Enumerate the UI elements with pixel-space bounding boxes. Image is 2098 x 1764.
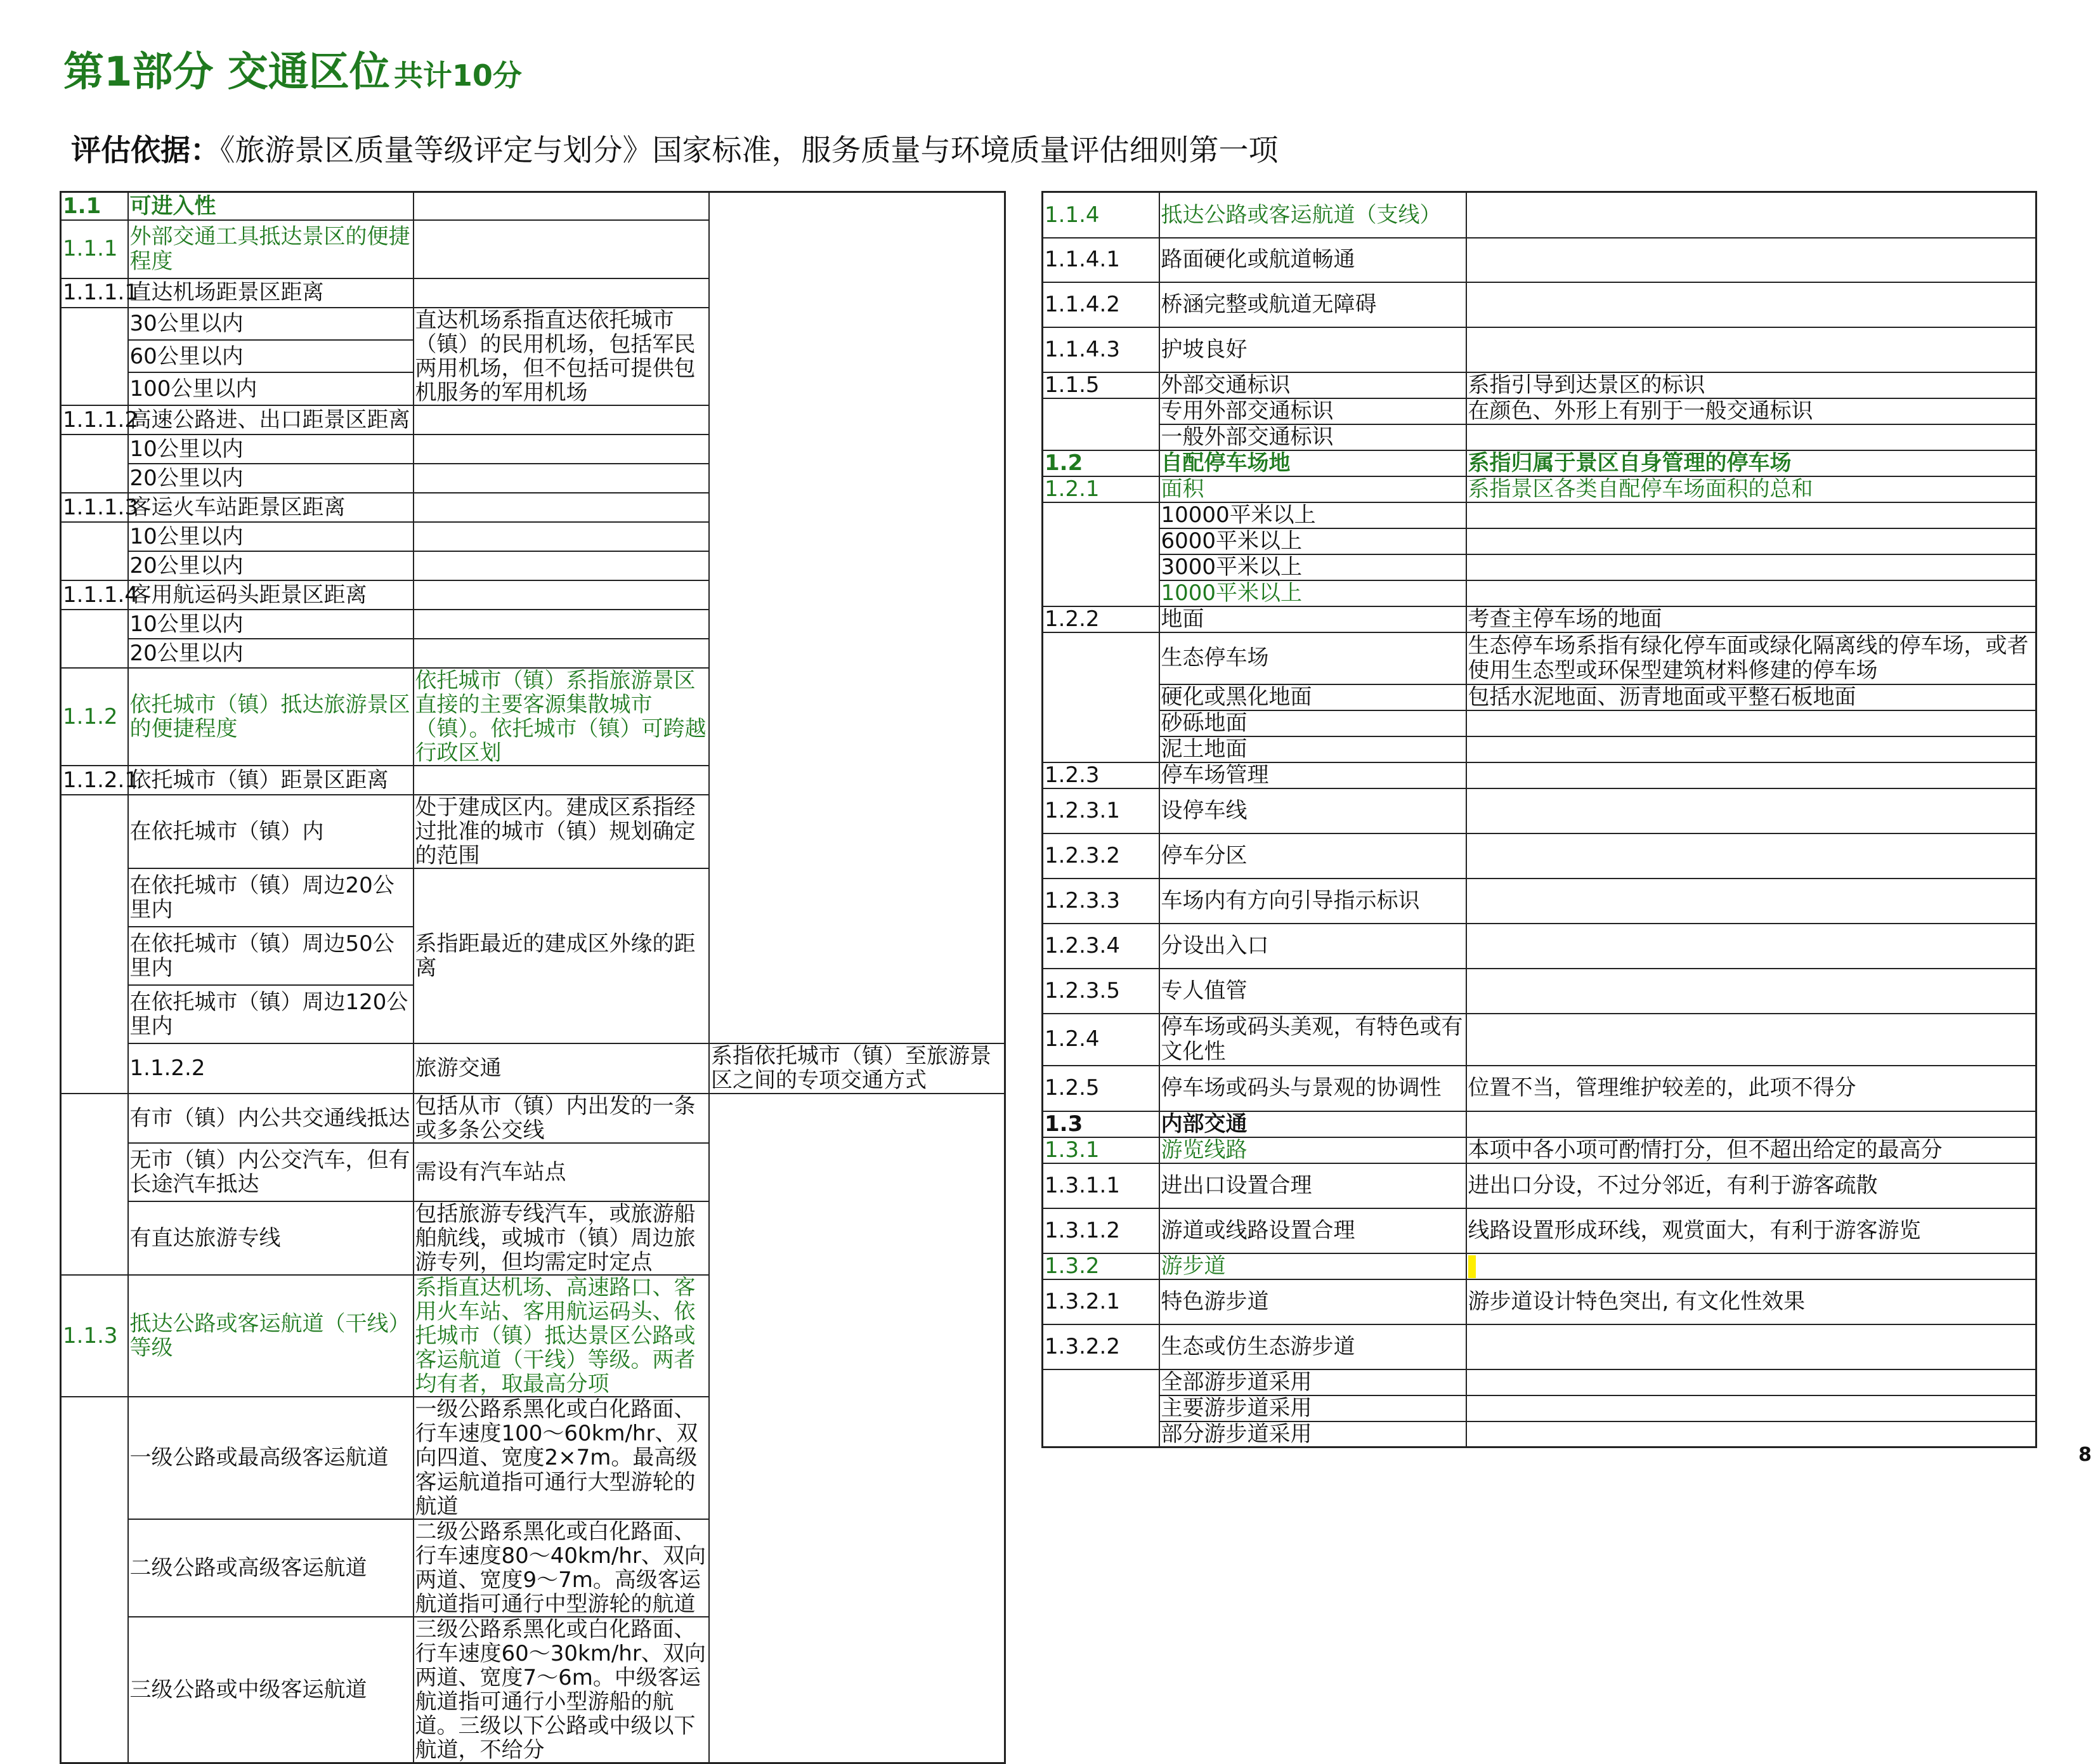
code-cell: 1.1.2.1 [61, 766, 128, 795]
item-cell: 地面 [1159, 606, 1466, 632]
table-row [1043, 1137, 2036, 1163]
item-cell: 20公里以内 [128, 551, 414, 580]
item-cell: 游道或线路设置合理 [1159, 1208, 1466, 1253]
table-row [1043, 450, 2036, 476]
code-cell: 1.2 [1043, 450, 1159, 476]
table-row [1043, 282, 2036, 327]
note-cell [1466, 502, 2036, 528]
note-cell: 本项中各小项可酌情打分，但不超出给定的最高分 [1466, 1137, 2036, 1163]
note-cell [1466, 192, 2036, 238]
item-cell: 部分游步道采用 [1159, 1421, 1466, 1447]
note-cell [1466, 1421, 2036, 1447]
note-cell [1466, 1111, 2036, 1137]
note-cell [414, 192, 710, 220]
note-cell [414, 610, 710, 639]
item-cell: 停车场或码头与景观的协调性 [1159, 1066, 1466, 1111]
table-row [1043, 238, 2036, 282]
note-cell: 系指归属于景区自身管理的停车场 [1466, 450, 2036, 476]
table-row [1043, 736, 2036, 762]
note-cell [1466, 554, 2036, 580]
item-cell: 抵达公路或客运航道（支线） [1159, 192, 1466, 238]
table-row [61, 1617, 1005, 1763]
item-cell: 三级公路或中级客运航道 [128, 1617, 414, 1763]
code-cell: 1.1.1.4 [61, 580, 128, 610]
item-cell: 分设出入口 [1159, 924, 1466, 969]
code-cell: 1.2.3.2 [1043, 833, 1159, 879]
note-cell [1466, 580, 2036, 606]
table-row [1043, 632, 2036, 684]
code-cell: 1.2.3.5 [1043, 969, 1159, 1014]
item-cell: 路面硬化或航道畅通 [1159, 238, 1466, 282]
table-row [1043, 762, 2036, 788]
note-cell: 系指依托城市（镇）至旅游景区之间的专项交通方式 [709, 1043, 1005, 1093]
note-cell [1466, 528, 2036, 554]
code-cell: 1.3.1 [1043, 1137, 1159, 1163]
note-cell [1466, 1324, 2036, 1369]
table-row [61, 668, 1005, 766]
code-cell: 1.2.5 [1043, 1066, 1159, 1111]
page-title [63, 39, 522, 98]
code-cell: 1.1.1.1 [61, 278, 128, 308]
page-number: 8 [2078, 1444, 2092, 1466]
table-row [1043, 1066, 2036, 1111]
table-row [61, 868, 1005, 927]
code-cell: 1.1.2.2 [128, 1043, 414, 1093]
table-row [1043, 1163, 2036, 1208]
item-cell: 进出口设置合理 [1159, 1163, 1466, 1208]
table-row [1043, 554, 2036, 580]
item-cell: 游步道 [1159, 1253, 1466, 1279]
code-cell [61, 434, 128, 493]
table-row [61, 220, 1005, 278]
note-cell: 三级公路系黑化或白化路面、行车速度60～30km/hr、双向两道、宽度7～6m。中级客运航道指可通行小型游船的航道。三级以下公路或中级以下航道，不给分 [414, 1617, 710, 1763]
item-cell: 停车场或码头美观，有特色或有文化性 [1159, 1014, 1466, 1066]
code-cell: 1.1.4 [1043, 192, 1159, 238]
item-cell: 自配停车场地 [1159, 450, 1466, 476]
item-cell: 有直达旅游专线 [128, 1201, 414, 1275]
table-row [1043, 879, 2036, 924]
note-cell: 系指引导到达景区的标识 [1466, 372, 2036, 398]
code-cell [1043, 632, 1159, 762]
item-cell: 旅游交通 [414, 1043, 710, 1093]
table-row [1043, 476, 2036, 502]
item-cell: 停车场管理 [1159, 762, 1466, 788]
table-row [61, 522, 1005, 551]
note-cell [1466, 1369, 2036, 1395]
item-cell: 在依托城市（镇）周边20公里内 [128, 868, 414, 927]
item-cell: 20公里以内 [128, 639, 414, 668]
item-cell: 护坡良好 [1159, 327, 1466, 372]
assessment-basis [71, 127, 1279, 169]
item-cell: 外部交通工具抵达景区的便捷程度 [128, 220, 414, 278]
table-row [61, 639, 1005, 668]
table-row [1043, 969, 2036, 1014]
note-cell: 需设有汽车站点 [414, 1143, 710, 1201]
table-row [61, 1519, 1005, 1617]
item-cell: 依托城市（镇）抵达旅游景区的便捷程度 [128, 668, 414, 766]
note-cell [414, 639, 710, 668]
note-cell: 包括从市（镇）内出发的一条或多条公交线 [414, 1094, 710, 1143]
code-cell: 1.3.2.2 [1043, 1324, 1159, 1369]
table-row [61, 464, 1005, 493]
note-cell [1466, 238, 2036, 282]
code-cell: 1.1 [61, 192, 128, 220]
table-row [1043, 924, 2036, 969]
item-cell: 30公里以内 [128, 308, 414, 340]
note-cell [1466, 788, 2036, 833]
item-cell: 全部游步道采用 [1159, 1369, 1466, 1395]
code-cell: 1.2.3.4 [1043, 924, 1159, 969]
criteria-table-right [1041, 191, 2037, 1448]
table-row [1043, 1395, 2036, 1421]
item-cell: 抵达公路或客运航道（干线）等级 [128, 1275, 414, 1397]
item-cell: 主要游步道采用 [1159, 1395, 1466, 1421]
table-row [61, 493, 1005, 522]
code-cell [61, 1397, 128, 1763]
note-cell: 直达机场系指直达依托城市（镇）的民用机场，包括军民两用机场，但不包括可提供包机服务的军用机场 [414, 308, 710, 405]
item-cell: 客用航运码头距景区距离 [128, 580, 414, 610]
table-row [61, 610, 1005, 639]
item-cell: 可进入性 [128, 192, 414, 220]
item-cell: 一级公路或最高级客运航道 [128, 1397, 414, 1519]
item-cell: 车场内有方向引导指示标识 [1159, 879, 1466, 924]
code-cell: 1.2.1 [1043, 476, 1159, 502]
item-cell: 直达机场距景区距离 [128, 278, 414, 308]
table-row [1043, 327, 2036, 372]
note-cell [414, 766, 710, 795]
note-cell [1466, 1395, 2036, 1421]
note-cell: 系指距最近的建成区外缘的距离 [414, 868, 710, 1043]
table-row [61, 1043, 1005, 1093]
code-cell [1043, 1369, 1159, 1447]
code-cell [1043, 502, 1159, 606]
note-cell: 系指直达机场、高速路口、客用火车站、客用航运码头、依托城市（镇）抵达景区公路或客运航道（干线）等级。两者均有者，取最高分项 [414, 1275, 710, 1397]
note-cell [1466, 710, 2036, 736]
item-cell: 内部交通 [1159, 1111, 1466, 1137]
code-cell [61, 308, 128, 405]
code-cell: 1.1.1.2 [61, 405, 128, 434]
table-row [1043, 192, 2036, 238]
code-cell: 1.3 [1043, 1111, 1159, 1137]
item-cell: 硬化或黑化地面 [1159, 684, 1466, 710]
note-cell: 系指景区各类自配停车场面积的总和 [1466, 476, 2036, 502]
table-row [1043, 1014, 2036, 1066]
code-cell: 1.2.3 [1043, 762, 1159, 788]
basis-label: 评估依据： [71, 133, 220, 168]
item-cell: 停车分区 [1159, 833, 1466, 879]
item-cell: 无市（镇）内公交汽车，但有长途汽车抵达 [128, 1143, 414, 1201]
note-cell [414, 278, 710, 308]
item-cell: 专用外部交通标识 [1159, 398, 1466, 424]
table-row [61, 434, 1005, 464]
item-cell: 10公里以内 [128, 522, 414, 551]
table-row [1043, 580, 2036, 606]
note-cell: 游步道设计特色突出, 有文化性效果 [1466, 1279, 2036, 1324]
table-row [1043, 372, 2036, 398]
note-cell: 在颜色、外形上有别于一般交通标识 [1466, 398, 2036, 424]
item-cell: 在依托城市（镇）内 [128, 795, 414, 868]
note-cell: 位置不当，管理维护较差的，此项不得分 [1466, 1066, 2036, 1111]
table-row [61, 580, 1005, 610]
table-row [61, 278, 1005, 308]
code-cell: 1.1.5 [1043, 372, 1159, 398]
item-cell: 20公里以内 [128, 464, 414, 493]
criteria-table-left [60, 191, 1006, 1764]
code-cell [1043, 398, 1159, 450]
table-row [61, 795, 1005, 868]
table-row [1043, 528, 2036, 554]
table-row [1043, 606, 2036, 632]
item-cell: 特色游步道 [1159, 1279, 1466, 1324]
item-cell: 砂砾地面 [1159, 710, 1466, 736]
item-cell: 生态停车场 [1159, 632, 1466, 684]
note-cell [1466, 1253, 2036, 1279]
table-row [61, 551, 1005, 580]
note-cell [414, 580, 710, 610]
item-cell: 高速公路进、出口距景区距离 [128, 405, 414, 434]
table-row [1043, 710, 2036, 736]
code-cell: 1.1.2 [61, 668, 128, 766]
table-row [1043, 1421, 2036, 1447]
note-cell [1466, 282, 2036, 327]
code-cell: 1.3.1.1 [1043, 1163, 1159, 1208]
table-row [61, 1397, 1005, 1519]
highlight-mark [1468, 1255, 1476, 1278]
note-cell: 包括旅游专线汽车，或旅游船舶航线，或城市（镇）周边旅游专列，但均需定时定点 [414, 1201, 710, 1275]
note-cell [414, 434, 710, 464]
item-cell: 在依托城市（镇）周边50公里内 [128, 927, 414, 985]
note-cell [1466, 833, 2036, 879]
code-cell [61, 522, 128, 580]
item-cell: 桥涵完整或航道无障碍 [1159, 282, 1466, 327]
code-cell: 1.1.4.1 [1043, 238, 1159, 282]
note-cell [1466, 1014, 2036, 1066]
item-cell: 一般外部交通标识 [1159, 424, 1466, 450]
section-score: 共计10分 [393, 58, 522, 93]
item-cell: 3000平米以上 [1159, 554, 1466, 580]
code-cell: 1.3.2 [1043, 1253, 1159, 1279]
code-cell [61, 610, 128, 668]
note-cell [414, 522, 710, 551]
code-cell: 1.1.4.2 [1043, 282, 1159, 327]
item-cell: 设停车线 [1159, 788, 1466, 833]
basis-text: 《旅游景区质量等级评定与划分》国家标准，服务质量与环境质量评估细则第一项 [220, 133, 1279, 168]
note-cell [1466, 762, 2036, 788]
note-cell: 处于建成区内。建成区系指经过批准的城市（镇）规划确定的范围 [414, 795, 710, 868]
note-cell [414, 493, 710, 522]
table-row [1043, 1279, 2036, 1324]
table-row [1043, 1324, 2036, 1369]
note-cell: 考查主停车场的地面 [1466, 606, 2036, 632]
item-cell: 客运火车站距景区距离 [128, 493, 414, 522]
note-cell [414, 220, 710, 278]
table-row [61, 1143, 1005, 1201]
table-row [1043, 1208, 2036, 1253]
note-cell [414, 464, 710, 493]
code-cell: 1.3.2.1 [1043, 1279, 1159, 1324]
note-cell [1466, 924, 2036, 969]
code-cell: 1.2.3.3 [1043, 879, 1159, 924]
table-row [1043, 833, 2036, 879]
note-cell: 一级公路系黑化或白化路面、行车速度100～60km/hr、双向四道、宽度2×7m。最高级客运航道指可通行大型游轮的航道 [414, 1397, 710, 1519]
table-row [61, 1275, 1005, 1397]
note-cell [1466, 424, 2036, 450]
note-cell [1466, 969, 2036, 1014]
code-cell [61, 1094, 128, 1275]
table-row [1043, 684, 2036, 710]
note-cell [1466, 327, 2036, 372]
item-cell: 依托城市（镇）距景区距离 [128, 766, 414, 795]
note-cell [1466, 736, 2036, 762]
code-cell: 1.1.3 [61, 1275, 128, 1397]
code-cell: 1.1.4.3 [1043, 327, 1159, 372]
item-cell: 面积 [1159, 476, 1466, 502]
item-cell: 10公里以内 [128, 610, 414, 639]
item-cell: 游览线路 [1159, 1137, 1466, 1163]
table-row [1043, 424, 2036, 450]
table-row [1043, 502, 2036, 528]
table-row [61, 308, 1005, 340]
code-cell [61, 795, 128, 1093]
section-title: 第1部分 交通区位 [63, 49, 390, 96]
item-cell: 1000平米以上 [1159, 580, 1466, 606]
table-row [61, 405, 1005, 434]
code-cell: 1.2.4 [1043, 1014, 1159, 1066]
note-cell [414, 551, 710, 580]
table-row [1043, 1253, 2036, 1279]
code-cell: 1.2.2 [1043, 606, 1159, 632]
table-row [61, 192, 1005, 220]
item-cell: 专人值管 [1159, 969, 1466, 1014]
table-row [61, 766, 1005, 795]
code-cell: 1.1.1.3 [61, 493, 128, 522]
code-cell: 1.3.1.2 [1043, 1208, 1159, 1253]
item-cell: 10公里以内 [128, 434, 414, 464]
note-cell: 二级公路系黑化或白化路面、行车速度80～40km/hr、双向两道、宽度9～7m。高级客运航道指可通行中型游轮的航道 [414, 1519, 710, 1617]
item-cell: 生态或仿生态游步道 [1159, 1324, 1466, 1369]
table-row [1043, 1369, 2036, 1395]
table-row [1043, 398, 2036, 424]
item-cell: 在依托城市（镇）周边120公里内 [128, 985, 414, 1043]
note-cell: 包括水泥地面、沥青地面或平整石板地面 [1466, 684, 2036, 710]
note-cell [414, 405, 710, 434]
note-cell: 线路设置形成环线，观赏面大，有利于游客游览 [1466, 1208, 2036, 1253]
item-cell: 泥土地面 [1159, 736, 1466, 762]
item-cell: 10000平米以上 [1159, 502, 1466, 528]
item-cell: 100公里以内 [128, 372, 414, 405]
item-cell: 二级公路或高级客运航道 [128, 1519, 414, 1617]
table-row [61, 1201, 1005, 1275]
code-cell: 1.2.3.1 [1043, 788, 1159, 833]
item-cell: 有市（镇）内公共交通线抵达 [128, 1094, 414, 1143]
code-cell: 1.1.1 [61, 220, 128, 278]
item-cell: 6000平米以上 [1159, 528, 1466, 554]
item-cell: 外部交通标识 [1159, 372, 1466, 398]
note-cell: 依托城市（镇）系指旅游景区直接的主要客源集散城市（镇）。依托城市（镇）可跨越行政区划 [414, 668, 710, 766]
item-cell: 60公里以内 [128, 340, 414, 372]
note-cell: 进出口分设，不过分邻近，有利于游客疏散 [1466, 1163, 2036, 1208]
table-row [61, 1094, 1005, 1143]
note-cell: 生态停车场系指有绿化停车面或绿化隔离线的停车场，或者使用生态型或环保型建筑材料修建的停车场 [1466, 632, 2036, 684]
note-cell [1466, 879, 2036, 924]
table-row [1043, 1111, 2036, 1137]
table-row [1043, 788, 2036, 833]
